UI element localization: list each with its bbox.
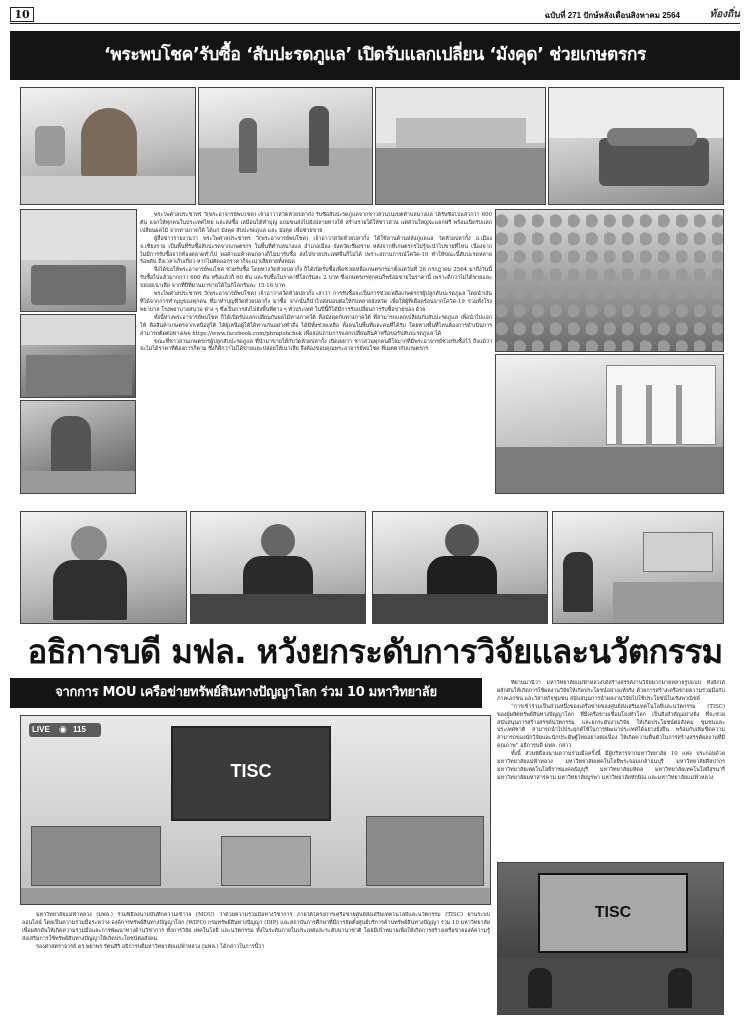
photo-livestream-mou: [20, 715, 491, 905]
article1-headline: ‘พระพบโชค’รับซื้อ ‘สับปะรดภูแล’ เปิดรับแลกเปลี่ยน ‘มังคุด’ ช่วยเกษตรกร: [103, 45, 647, 65]
article1-paragraph: จึงได้ขอให้พระอาจารย์พบโชค ช่วยรับซื้อ โดยทางวัดห้วยปลากั้ง ก็ได้เปิดรับซื้อเพื่อช่วยเหลือเกษตรกรมาตั้งแต่วันที่ 26 กรกฎาคม 2564 มาถึงวันนี้รับซื้อไปแล้วมากกว่า 600 ตัน หรือแล้วก็ 60 ตัน และรับซื้อในราคาที่โลกรัมละ 2 บาท ซึ่งเกษตรกรทุกคนก็พร้อมขายในราคานี้ เพราะดีกว่าไม่ได้ขายและปล่อยเน่าเสีย จากที่ปีที่ผ่านมาขายได้ในกิโลกรัมละ 15-16 บาท: [140, 267, 492, 290]
studio-screen-logo: TISC: [594, 904, 632, 921]
article1-paragraph: ผู้สื่อข่าวรายงานว่า พระไพศาลประชาทร วิ(พระอาจารย์พบโชค) เจ้าอาวาสวัดห้วยปลากั้ง ได้ใช้ลานด้านหลังภูแลแล วัดห้วยปลากั้ง อ.เมือง จ.เชียงราย เป็นพื้นที่รับซื้อสับปะรดจากเกษตรกร ในพื้นที่ตำบลนางแล อำเภอเมือง จังหวัดเชียงราย หลังจากที่เกษตรกรไม่รู้จะนำไปขายที่ไหน เนื่องจากไม่มีการรับซื้อจากท้องตลาดทั่วไป พ่อค้าแม่ค้าคนกลางก็ไม่มารับซื้อ ส่งไปขายประเทศจีนก็ไม่ได้ เพราะสถานการณ์โควิด-19 ทำให้ขณะนี้สับปะรดหลายร้อยตัน ถึงเวลาเก็บเกี่ยว หากไม่ตัดออกราคาก็จะเน่าเสียหายทั้งหมด: [140, 235, 492, 266]
article2-subheadline: จากการ MOU เครือข่ายทรัพย์สินทางปัญญาโลก ร่วม 10 มหาวิทยาลัย: [55, 685, 437, 700]
photo-workers-unloading: [198, 87, 373, 205]
photo-executive-seated: [20, 511, 187, 624]
newspaper-logo: ท้องถิ่น: [709, 9, 740, 20]
live-badge: [29, 723, 101, 737]
article2-headline: อธิการบดี มฟล. หวังยกระดับการวิจัยและนวัตกรรม: [27, 632, 723, 671]
viewer-count: 115: [73, 725, 86, 734]
eye-icon: ◉: [59, 725, 67, 735]
live-label: LIVE: [32, 725, 50, 734]
page-header: [10, 6, 740, 24]
photo-temple-compound: [20, 314, 136, 398]
photo-conference-room: [552, 511, 724, 624]
article2-paragraph: รองศาสตราจารย์ ดร.พยาพร รัตนสิริ อธิการบดีมหาวิทยาลัยแม่ฟ้าหลวง (มฟล.) ได้กล่าวในการนี้ว่า: [36, 943, 265, 950]
photo-worker-sorting: [20, 400, 136, 494]
issue-info: ฉบับที่ 271 ปักษ์หลังเดือนสิงหาคม 2564: [544, 11, 680, 20]
photo-temple-building: [495, 354, 724, 494]
article2-paragraph: ที่ผ่านมานี้ว่า มหาวิทยาลัยแม่ฟ้าหลวงได้สร้างสรรค์งานวิจัยมากมายหลายรูปแบบ ทั้งยังได้ผลักดันให้เกิดการใช้ผลงานวิจัยให้เกิดประโยชน์อย่างแท้จริง ด้วยการสร้างเครือข่ายความร่วมมือกับภาคเอกชน และวิสาหกิจชุมชน สนับสนุนการนำผลงานวิจัยไปใช้ประโยชน์ในเชิงพาณิชย์: [497, 680, 725, 702]
article2-paragraph: “การเข้าร่วมเป็นส่วนหนึ่งของเครือข่ายของศูนย์ส่งเสริมเทคโนโลยีและนวัตกรรม (TISC) ของผู้ผลิตทรัพย์สินทางปัญญาโลก ที่มีเครือข่ายเชื่อมโยงทั่วโลก เป็นสิ่งสำคัญอย่างยิ่ง ที่จะช่วยสนับสนุนการสร้างสรรค์นวัตกรรม และยกระดับงานวิจัย ให้เกิดประโยชน์ต่อสังคม ชุมชนและประเทศชาติ สามารถนำไปประยุกต์ใช้ในการพัฒนาประเทศได้อย่างยั่งยืน พร้อมกับเพิ่มขีดความสามารถของนักวิจัยและนักประดิษฐ์ไทยอย่างต่อเนื่อง ให้เกิดความตื่นตัวในการสร้างสรรค์ผลงานที่มีคุณภาพ” อธิการบดี มฟล. กล่าว: [497, 703, 725, 750]
photo-president-signing: [190, 511, 366, 624]
photo-official-signing: [372, 511, 548, 624]
article1-paragraph: พระไพศาลประชาทร วิ(พระอาจารย์พบโชค) เจ้าอาวาสวัดห้วยปลากั้ง รับซื้อสับปะรดภูแลจากชาวสวนในเขตตำบลนางแล ได้รับซื้อไปแล้วกว่า 600 ตัน แจกให้ทุกคนในประเทศไทย และส่งซื้อ เสมือนได้ทำบุญ แถมขนส่งไปยังปลายทางให้ สร้างรายได้ให้ชาวสวน แต่ส่วนใหญ่จะแจกฟรี พร้อมเปิดรับแลกเปลี่ยนผลไม้ จากทางภาคใต้ ได้แก่ มังคุด สับปะรดภูแล และ มังคุด เพื่อช่วยขาย: [140, 212, 492, 234]
screen-logo: TISC: [230, 761, 272, 781]
photo-tisc-studio: [497, 862, 724, 1015]
article2-paragraph: มหาวิทยาลัยแม่ฟ้าหลวง (มฟล.) ร่วมพิธีลงนามบันทึกความเข้าใจ (MOU) ว่าด้วยความร่วมมือทางวิชาการ ภายใต้โครงการเครือข่ายศูนย์ส่งเสริมเทคโนโลยีและนวัตกรรม (TISC) ผ่านระบบออนไลน์ โดยเป็นความร่วมมือระหว่าง องค์การทรัพย์สินทางปัญญาโลก (WIPO) กรมทรัพย์สินทางปัญญา (DIP) และสถาบันการศึกษาที่มีการจัดตั้งศูนย์บริการด้านทรัพย์สินทางปัญญา รวม 10 มหาวิทยาลัย เพื่อผลักดันให้เกิดความร่วมมือและการพัฒนาทางด้านวิชาการ ทั้งการวิจัย เทคโนโลยี และนวัตกรรม ทั้งในระดับภายในประเทศและระดับนานาชาติ โดยมีเป้าหมายเพื่อให้เกิดการสร้างเครือข่ายองค์ความรู้ ส่งเสริมการใช้ทรัพย์สินทางปัญญาให้เกิดประโยชน์ต่อสังคม: [22, 912, 490, 942]
article1-body: [140, 212, 492, 494]
headline-banner: [10, 31, 740, 80]
photo-temple-yard-trucks: [375, 87, 546, 205]
photo-pineapple-pile: [495, 209, 724, 352]
article2-right-body: [497, 680, 725, 858]
subheadline-banner: [10, 678, 482, 708]
article2-bottom-body: [22, 912, 490, 1016]
photo-monk-pineapples: [20, 87, 196, 205]
article2-paragraph: ทั้งนี้ ส่วนพิธีลงนามความร่วมมือครั้งนี้ มีผู้บริหารจากมหาวิทยาลัย 10 แห่ง ประกอบด้วย มหาวิทยาลัยแม่ฟ้าหลวง มหาวิทยาลัยเทคโนโลยีพระจอมเกล้าธนบุรี มหาวิทยาลัยศิลปากร มหาวิทยาลัยเทคโนโลยีราชมงคลธัญบุรี มหาวิทยาลัยมหิดล มหาวิทยาลัยเทคโนโลยีสุรนารี มหาวิทยาลัยมหาสารคาม มหาวิทยาลัยบูรพา มหาวิทยาลัยทักษิณ และมหาวิทยาลัยแม่ฟ้าหลวง: [497, 751, 725, 781]
article1-paragraph: พระไพศาลประชาทร วิ(พระอาจารย์พบโชค) เจ้าอาวาสวัดห้วยปลากั้ง เล่าว่า การรับซื้อจะเป็นการช่วยเหลือเกษตรกรผู้ปลูกสับปะรดภูแล โดยนำเงินที่ได้จากการทำบุญของทุกคน ที่มาทำบุญที่วัดห้วยปลากั้ง มาซื้อ จากนั้นก็นำไปส่งมอบต่อให้กับหลายจังหวัด เพื่อให้ผู้ที่เดือดร้อนจากโควิด-19 รวมทั้งโรงพยาบาล โรงพยาบาลสนาม ต่าง ๆ ซึ่งเป็นการส่งไปยังพื้นที่ต่าง ๆ ทั่วประเทศ ในปีนี้ก็ได้มีการรับเปลี่ยนการรับซื้อขายของ ด้วย: [140, 291, 492, 313]
article1-paragraph: ขณะที่ชาวสวนเกษตรกรผู้ปลูกสับปะรดภูแล ที่นำมาขายให้กับวัดห้วยปลากั้ง เปิดเผยว่า ชาวสวนทุกคนดีใจมากที่มีพระอาจารย์ช่วยรับซื้อไว้ ถึงแม้ว่าจะไม่ได้ราคาที่ต้องการก็ตาม ซึ่งก็ดีกว่าไม่ได้ขายและปล่อยให้เน่าเสีย จึงต้องขอบคุณพระอาจารย์พบโชค ที่เมตตากับเกษตรกร: [140, 338, 492, 353]
page-number: 10: [10, 7, 34, 22]
article1-paragraph: ทั้งนี้ทางพระอาจารย์พบโชค ก็ได้เปิดรับแลกเปลี่ยนกับผลไม้ทางภาคใต้ คือมังคุดกับทางภาคใต้ ที่สามารถแลกเปลี่ยนกับสับปะรดภูแล เพื่อนำไปแจกให้ คือสินค้าเกษตรจากเหนือสู่ใต้ ได้ผู้เหนือผู้ใต้ได้ทานกันอย่างทั่วถึง ได้มีทั้งช่วยเหลือ ทั้งคนในพื้นที่และคนที่ได้รับ โดยทางพื้นที่ไหนต้องการดำเนินการ สามารถติดต่อทางเพจ https://www.facebook.com/phrapobchok เพื่อสอบถามการแลกเปลี่ยนสินค้าหรือขอรับสับปะรดภูแล ได้: [140, 314, 492, 337]
photo-field-pickup: [20, 209, 137, 312]
photo-pickup-truck-loaded: [548, 87, 724, 205]
